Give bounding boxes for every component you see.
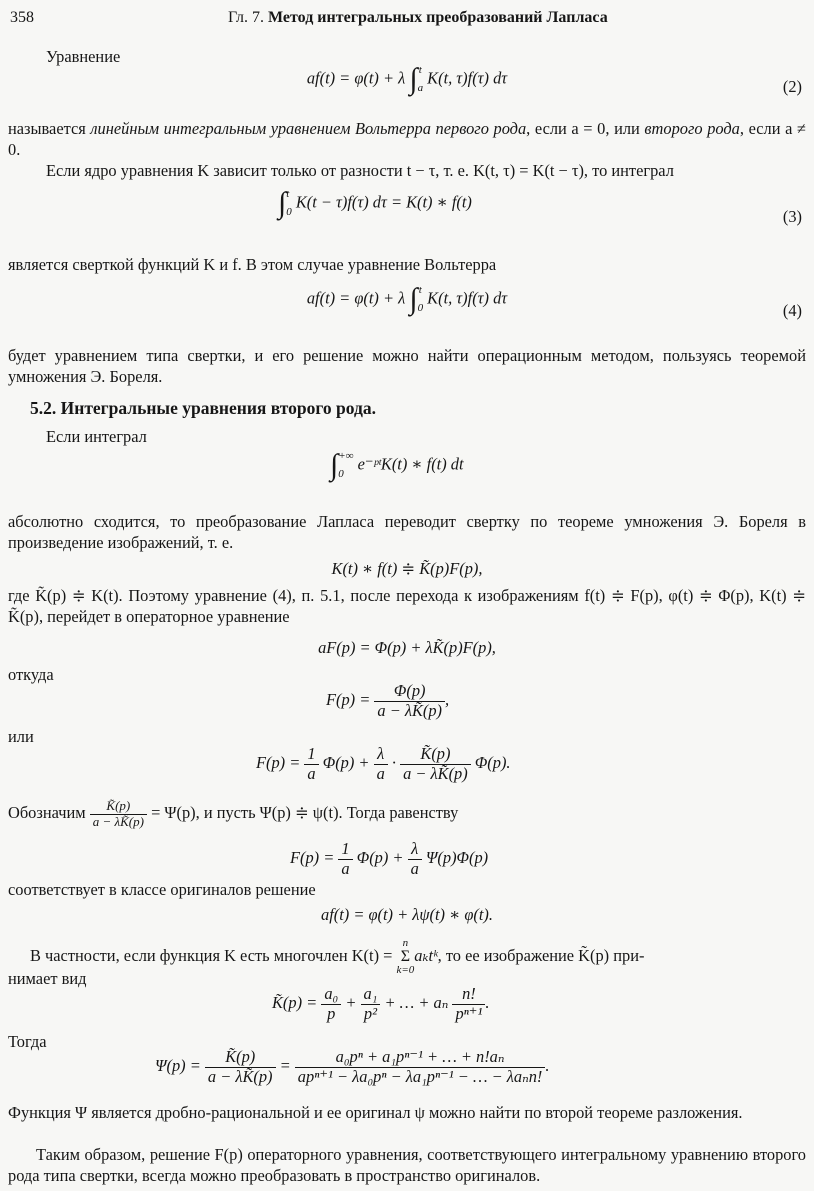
eq9-f3-den: a − λK̃(p) [400,764,471,784]
eq12-f3-num: n! [462,984,476,1003]
paragraph-rational-function: Функция Ψ является дробно-рациональной и ее оригинал ψ можно найти по второй теореме разложения. [8,1103,743,1122]
eq4-rhs: K(t, τ)f(τ) dτ [427,288,508,308]
eq2-lhs: af(t) = φ(t) + λ [306,68,406,88]
eq10-f1-den: a [338,859,352,879]
word-ili: или [8,727,34,746]
eq10-tail: Ψ(p)Φ(p) [425,848,489,868]
equation-4 [0,282,814,317]
eq12-f1-num: a₀ [324,984,339,1003]
eq9-f3-num: K̃(p) [420,744,451,763]
running-title [228,8,608,29]
paragraph-polynomial [30,938,644,976]
eq8-numerator: Φ(p) [393,681,426,700]
word-uravnenie: Уравнение [46,47,121,66]
eq13-equals: = [279,1056,291,1076]
word-togda: Тогда [8,1032,47,1051]
paragraph-notation [8,799,458,830]
eq13-f1-den: a − λK̃(p) [205,1067,276,1087]
running-title-bold: Метод интегральных преобразований Лапласа [268,9,608,26]
equation-3 [278,186,472,221]
equation-number-3: (3) [782,207,802,226]
paragraph-if-integral: Если интеграл [46,427,147,446]
eq10-fraction-1 [338,840,352,879]
eq10-fraction-2 [408,840,422,879]
eq12-tail: . [485,993,490,1013]
running-title-prefix: Гл. 7. [228,9,269,26]
eq4-lhs: af(t) = φ(t) + λ [306,288,406,308]
notation-den: a − λK̃(p) [90,814,147,830]
eq9-f2-den: a [374,764,388,784]
eq3-lower-limit: 0 [286,205,292,218]
eq10-f1-num: 1 [341,839,350,858]
eq2-rhs: K(t, τ)f(τ) dτ [427,68,508,88]
eq8-tail: , [445,690,450,710]
equation-laplace-integral [330,448,464,483]
eq10-lhs: F(p) = [290,848,335,868]
eq5-upper-limit: +∞ [338,450,354,462]
eq12-lhs: K̃(p) = [272,993,318,1013]
paragraph-operator-equation: где K̃(p) ≑ K(t). Поэтому уравнение (4), п. 5.1, после перехода к изображениям f(t) ≑ F(p), φ(t) ≑ Φ(p), K(t) ≑ K̃(p), перейдет в операторное уравнение [8,586,806,627]
eq13-lhs: Ψ(p) = [155,1056,201,1076]
equation-psi [155,1048,549,1087]
integral-sign: ∫ [330,448,339,482]
eq5-body: e⁻ᵖᵗK(t) ∗ f(t) dt [357,454,464,474]
eq12-plus: + [345,993,357,1013]
eq13-fraction-1 [205,1048,276,1087]
eq8-fraction [374,682,445,721]
p1-c: , если a = 0, или [526,119,645,138]
eq9-dot: · [391,753,396,773]
eq10-f2-den: a [408,859,422,879]
eq9-f2-num: λ [377,744,385,763]
word-otkuda: откуда [8,665,54,684]
sum-notation [396,938,414,976]
integral-sign: ∫ [409,62,418,96]
eq9-lhs: F(p) = [256,753,301,773]
equation-F-psi [290,840,488,879]
polynomial-text-b: , то ее изображение K̃(p) при- [437,945,645,965]
eq12-fraction-3 [452,985,485,1024]
paragraph-conclusion: Таким образом, решение F(p) операторного уравнения, соответствующего интегральному уравнению второго рода типа свертки, всегда можно преобразовать в пространство оригиналов. [8,1145,806,1186]
eq12-f1-den: p [321,1004,341,1024]
equation-number-4: (4) [782,301,802,320]
equation-2 [0,62,814,97]
paragraph-convolution-type: будет уравнением типа свертки, и его решение можно найти операционным методом, пользуясь теоремой умножения Э. Бореля. [8,346,806,387]
section-heading: 5.2. Интегральные уравнения второго рода. [30,398,376,418]
eq4-upper-limit: t [418,284,422,296]
eq8-denominator: a − λK̃(p) [374,701,445,721]
eq9-fraction-1 [304,745,318,784]
p1-term: линейным интегральным уравнением Вольтерра первого рода [90,119,527,138]
eq4-lower-limit: 0 [417,301,424,314]
p1-f: , если a ≠ 0. [8,119,806,160]
sum-upper: n [402,937,409,949]
eq2-lower-limit: a [417,81,424,94]
notation-rest: = Ψ(p), и пусть Ψ(p) ≑ ψ(t). Тогда равенству [151,803,459,823]
equation-operator: aF(p) = Φ(p) + λK̃(p)F(p), [318,638,496,657]
eq12-mid: + … + aₙ [384,993,449,1013]
notation-num: K̃(p) [106,798,131,813]
sum-sign: Σ [400,948,411,965]
equation-F-fraction [326,682,449,721]
equation-number-2: (2) [782,77,802,96]
p1-a: называется [8,119,91,138]
equation-solution: af(t) = φ(t) + λψ(t) ∗ φ(t). [321,905,493,924]
page-number: 358 [10,9,34,26]
eq13-f1-num: K̃(p) [225,1047,256,1066]
notation-fraction [90,799,147,830]
eq12-fraction-2 [361,985,381,1024]
eq10-f2-num: λ [411,839,419,858]
integral-sign: ∫ [409,282,418,316]
paragraph-original-solution: соответствует в классе оригиналов решение [8,880,316,899]
eq12-fraction-1 [321,985,341,1024]
word-nimaet-vid: нимает вид [8,969,87,988]
paragraph-kernel-difference: Если ядро уравнения K зависит только от разности t − τ, т. е. K(t, τ) = K(t − τ), то интеграл [46,161,674,180]
eq9-fraction-2 [374,745,388,784]
equation-K-image [272,985,490,1024]
eq13-f2-num: a₀pⁿ + a₁pⁿ⁻¹ + … + n!aₙ [335,1047,505,1066]
sum-lower: k=0 [396,964,415,976]
eq13-f2-den: apⁿ⁺¹ − λa₀pⁿ − λa₁pⁿ⁻¹ − … − λaₙn! [295,1067,546,1087]
eq9-mid: Φ(p) + [322,753,370,773]
eq9-f1-num: 1 [307,744,316,763]
paragraph-absolute-convergence: абсолютно сходится, то преобразование Лапласа переводит свертку по теореме умножения Э. Бореля в произведение изображений, т. е. [8,512,806,553]
eq2-upper-limit: t [418,64,422,76]
eq8-lhs: F(p) = [326,690,371,710]
paragraph-volterra-definition [8,118,806,161]
eq9-fraction-3 [400,745,471,784]
eq13-tail: . [545,1056,550,1076]
equation-F-expanded [256,745,511,784]
eq12-f2-den: p² [361,1004,381,1024]
eq9-f1-den: a [304,764,318,784]
eq3-body: K(t − τ)f(τ) dτ = K(t) ∗ f(t) [295,192,472,212]
eq9-tail: Φ(p). [474,753,511,773]
equation-borel-product: K(t) ∗ f(t) ≑ K̃(p)F(p), [331,559,483,578]
polynomial-text-a: В частности, если функция K есть многочлен K(t) = [30,945,393,965]
integral-sign: ∫ [278,186,287,220]
eq3-upper-limit: t [286,188,290,200]
word-oboznachim: Обозначим [8,803,86,823]
eq12-f3-den: pⁿ⁺¹ [452,1004,485,1024]
eq12-f2-num: a₁ [363,984,378,1003]
p1-e: рода [707,119,740,138]
sum-body: aₖtᵏ [414,945,438,965]
eq13-fraction-2 [295,1048,546,1087]
eq5-lower-limit: 0 [338,467,344,480]
paragraph-convolution: является сверткой функций K и f. В этом случае уравнение Вольтерра [8,255,497,274]
eq10-mid: Φ(p) + [356,848,404,868]
p1-d: второго [644,119,703,138]
